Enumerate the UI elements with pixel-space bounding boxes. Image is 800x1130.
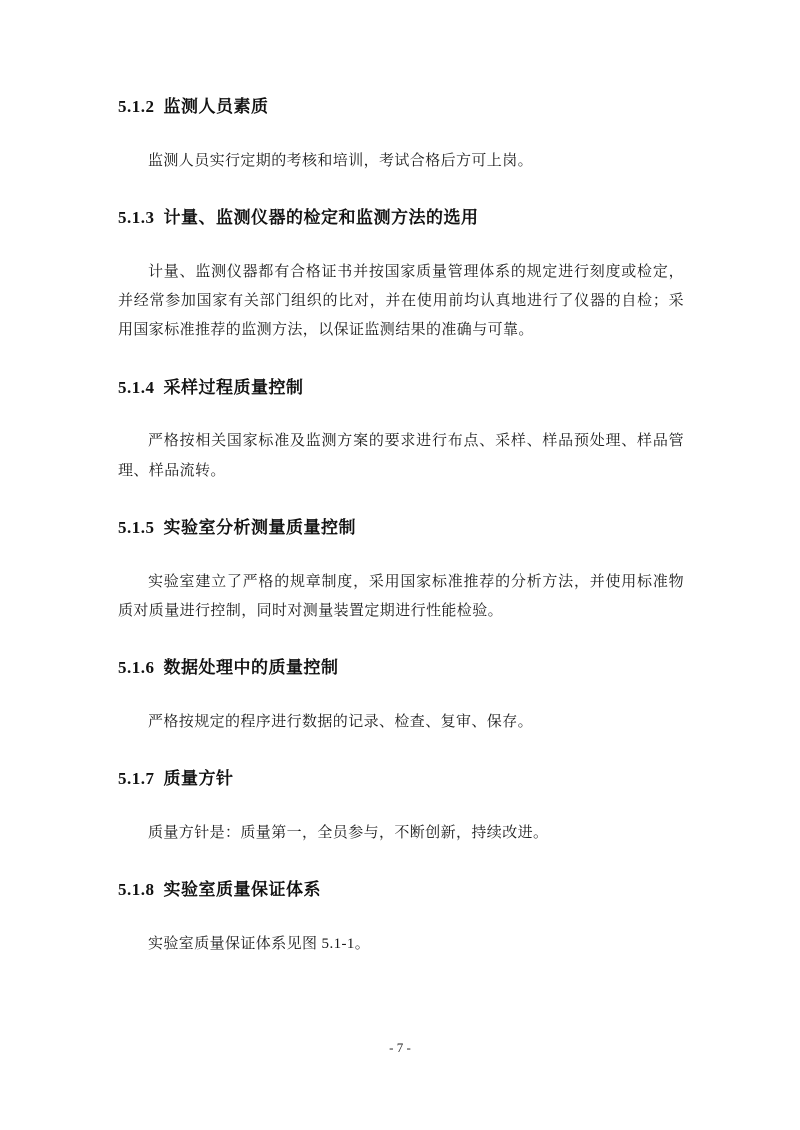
section-title: 实验室质量保证体系 xyxy=(163,880,321,900)
section-heading-5-1-4 xyxy=(118,376,684,400)
spacer xyxy=(118,486,684,516)
section-title: 监测人员素质 xyxy=(163,97,269,116)
section-number: 5.1.6 xyxy=(118,658,155,678)
paragraph-5-1-3: 计量、监测仪器都有合格证书并按国家质量管理体系的规定进行刻度或检定，并经常参加国家有关部门组织的比对，并在使用前均认真地进行了仪器的自检；采用国家标准推荐的监测方法，以保证监测结果的准确与可靠。 xyxy=(118,263,684,339)
spacer xyxy=(118,848,684,878)
section-number: 5.1.7 xyxy=(118,769,155,789)
section-heading-5-1-7 xyxy=(118,767,684,791)
section-title: 实验室分析测量质量控制 xyxy=(163,517,356,537)
section-title: 计量、监测仪器的检定和监测方法的选用 xyxy=(163,208,479,228)
section-number: 5.1.8 xyxy=(118,880,155,900)
spacer xyxy=(118,680,684,708)
paragraph-5-1-5: 实验室建立了严格的规章制度，采用国家标准推荐的分析方法，并使用标准物质对质量进行控制，同时对测量装置定期进行性能检验。 xyxy=(118,573,684,619)
paragraph-5-1-7: 质量方针是：质量第一，全员参与，不断创新，持续改进。 xyxy=(148,825,549,842)
section-title: 数据处理中的质量控制 xyxy=(163,658,339,678)
section-number: 5.1.2 xyxy=(118,97,155,116)
paragraph-5-1-8: 实验室质量保证体系见图 5.1-1。 xyxy=(148,936,371,953)
section-heading-5-1-6 xyxy=(118,656,684,680)
spacer xyxy=(118,791,684,819)
paragraph-5-1-6: 严格按规定的程序进行数据的记录、检查、复审、保存。 xyxy=(148,713,534,730)
paragraph-5-1-2: 监测人员实行定期的考核和培训，考试合格后方可上岗。 xyxy=(148,152,534,169)
section-title: 质量方针 xyxy=(163,769,234,789)
section-title: 采样过程质量控制 xyxy=(163,377,304,397)
spacer xyxy=(118,902,684,930)
document-body xyxy=(118,95,684,959)
spacer xyxy=(118,119,684,147)
spacer xyxy=(118,626,684,656)
section-number: 5.1.5 xyxy=(118,517,155,537)
section-heading-5-1-5 xyxy=(118,516,684,540)
section-heading-5-1-3 xyxy=(118,206,684,230)
spacer xyxy=(118,230,684,258)
spacer xyxy=(118,176,684,206)
spacer xyxy=(118,399,684,427)
spacer xyxy=(118,540,684,568)
spacer xyxy=(118,737,684,767)
spacer xyxy=(118,346,684,376)
section-heading-5-1-2 xyxy=(118,95,684,119)
paragraph-5-1-4: 严格按相关国家标准及监测方案的要求进行布点、采样、样品预处理、样品管理、样品流转。 xyxy=(118,433,684,479)
section-number: 5.1.4 xyxy=(118,377,155,397)
section-heading-5-1-8 xyxy=(118,878,684,902)
section-number: 5.1.3 xyxy=(118,208,155,228)
page-number: - 7 - xyxy=(389,1040,411,1055)
